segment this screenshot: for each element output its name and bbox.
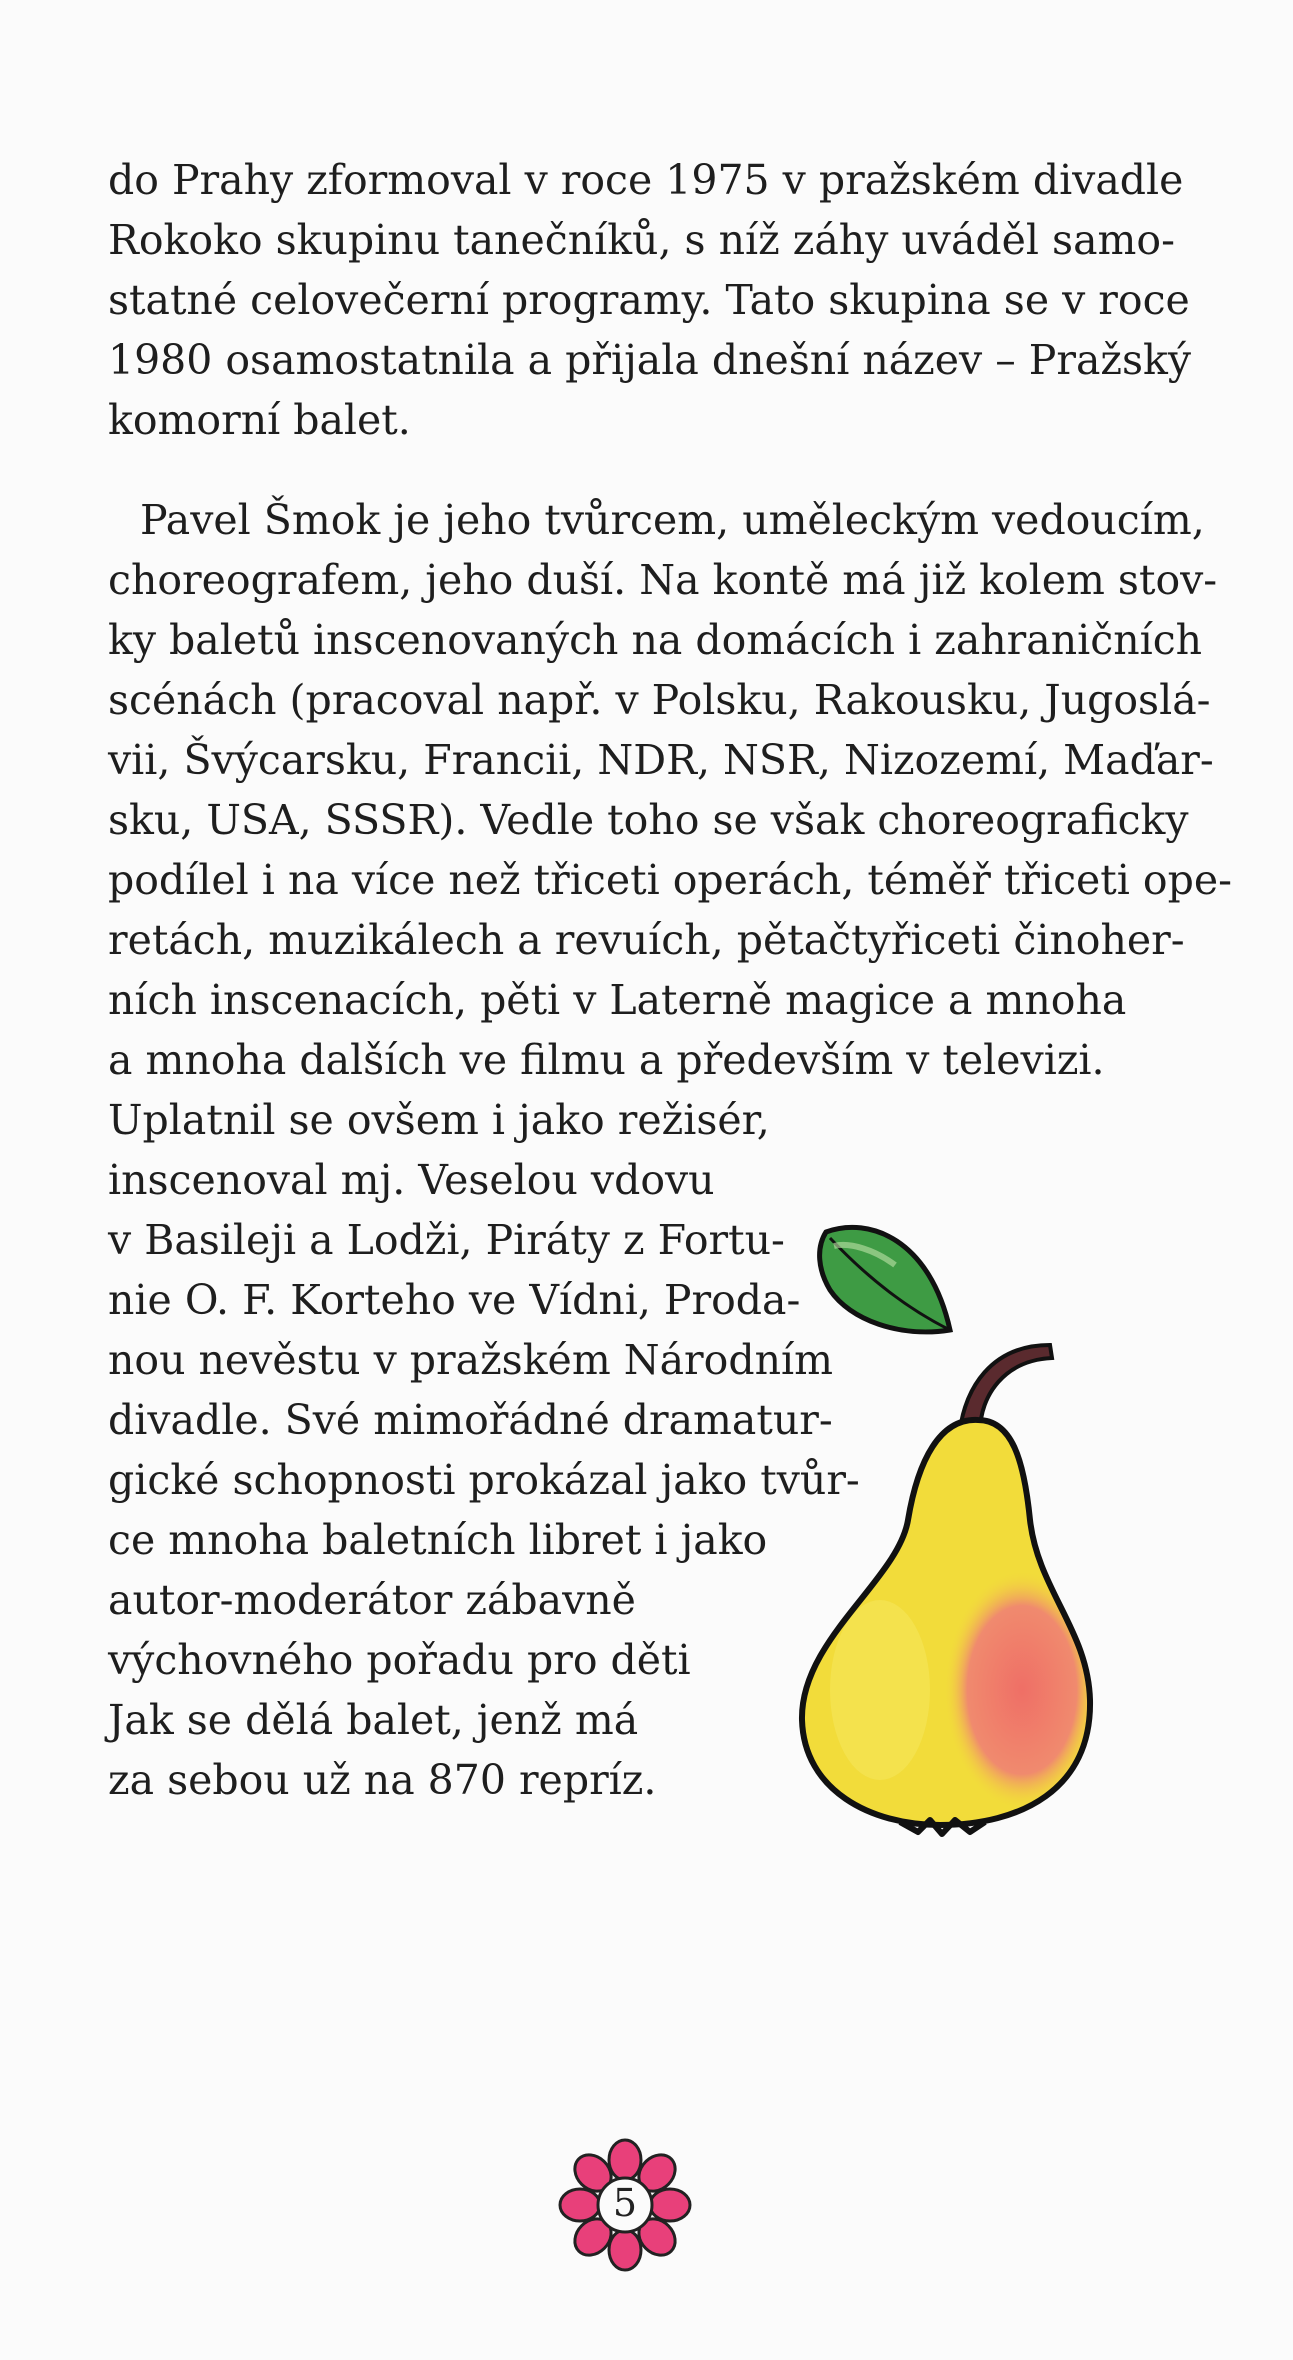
text-line: vii, Švýcarsku, Francii, NDR, NSR, Nizozemí, Maďar- [108, 736, 1214, 784]
text-line: ních inscenacích, pěti v Laterně magice a mnoha [108, 976, 1127, 1024]
text-line: statné celovečerní programy. Tato skupina se v roce [108, 276, 1190, 324]
text-line: ce mnoha baletních libret i jako [108, 1516, 768, 1564]
text-line: inscenoval mj. Veselou vdovu [108, 1156, 715, 1204]
text-line: divadle. Své mimořádné dramatur- [108, 1396, 833, 1444]
text-line: scénách (pracoval např. v Polsku, Rakousku, Jugoslá- [108, 676, 1211, 724]
text-line: za sebou už na 870 repríz. [108, 1756, 657, 1804]
text-line: podílel i na více než třiceti operách, téměř třiceti ope- [108, 856, 1232, 904]
text-line: Jak se dělá balet, jenž má [108, 1696, 639, 1744]
page-number: 5 [612, 2181, 638, 2225]
text-line: do Prahy zformoval v roce 1975 v pražském divadle [108, 156, 1184, 204]
text-line: v Basileji a Lodži, Piráty z Fortu- [108, 1216, 785, 1264]
text-line: komorní balet. [108, 396, 411, 444]
text-line: Pavel Šmok je jeho tvůrcem, uměleckým vedoucím, [140, 496, 1205, 544]
text-line: autor-moderátor zábavně [108, 1576, 636, 1624]
text-line: výchovného pořadu pro děti [108, 1636, 691, 1684]
text-line: Rokoko skupinu tanečníků, s níž záhy uváděl samo- [108, 216, 1175, 264]
text-line: choreografem, jeho duší. Na kontě má již kolem stov- [108, 556, 1218, 604]
text-line: sku, USA, SSSR). Vedle toho se však choreograficky [108, 796, 1189, 844]
text-line: Uplatnil se ovšem i jako režisér, [108, 1096, 770, 1144]
text-line: nou nevěstu v pražském Národním [108, 1336, 833, 1384]
text-line: gické schopnosti prokázal jako tvůr- [108, 1456, 860, 1504]
text-line: a mnoha dalších ve filmu a především v televizi. [108, 1036, 1105, 1084]
text-line: nie O. F. Korteho ve Vídni, Proda- [108, 1276, 801, 1324]
pear-illustration [790, 1220, 1110, 1850]
text-line: 1980 osamostatnila a přijala dnešní název – Pražský [108, 336, 1192, 384]
text-line: ky baletů inscenovaných na domácích i zahraničních [108, 616, 1203, 664]
text-line: retách, muzikálech a revuích, pětačtyřiceti činoher- [108, 916, 1185, 964]
